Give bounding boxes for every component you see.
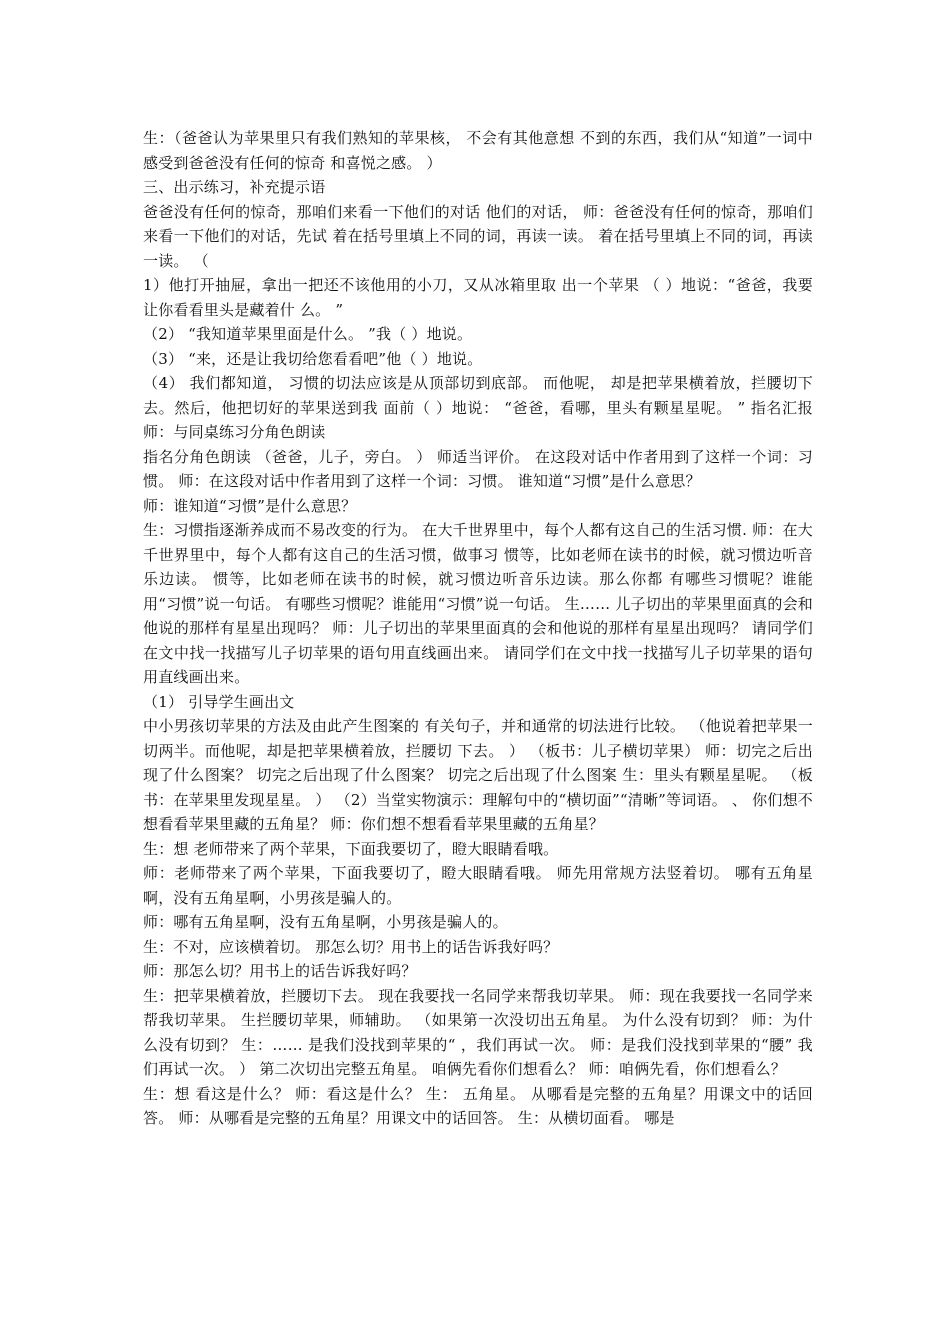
exercise-item-1: 1）他打开抽屉，拿出一把还不该他用的小刀，又从冰箱里取 出一个苹果 （ ）地说：“爸爸，我要让你看看里头是藏着什 么。 ” [143,276,813,319]
exercise-item-4: （4） 我们都知道， 习惯的切法应该是从顶部切到底部。 而他呢， 却是把苹果横着放，拦腰切下去。然后，他把切好的苹果送到我 面前（ ）地说： “爸爸，看哪，里头有颗星星呢。 ” 指名汇报 师：与同桌练习分角色朗读 [143,374,813,441]
step-heading-1: （1） 引导学生画出文 [143,692,295,711]
paragraph-role-reading: 指名分角色朗读 （爸爸，儿子，旁白。 ） 师适当评价。 在这段对话中作者用到了这样一个词：习惯。 师：在这段对话中作者用到了这样一个词：习惯。 谁知道“习惯”是什么意思？ [143,447,813,490]
paragraph-student-want: 生：想 老师带来了两个苹果，下面我要切了，瞪大眼睛看哦。 [143,839,559,858]
paragraph-teacher-how: 师：那怎么切？用书上的话告诉我好吗？ [143,962,417,980]
paragraph-habit-discussion: 生：习惯指逐渐养成而不易改变的行为。 在大千世界里中，每个人都有这自己的生活习惯. 师：在大千世界里中，每个人都有这自己的生活习惯，做事习 惯等，比如老师在读书的时候，就习惯边听音乐边读。 惯等，比如老师在读书的时候，就习惯边听音乐边读。那么你都 有哪些习惯呢？谁能用“习惯”说一句话。 有哪些习惯呢？谁能用“习惯”说一句话。 生…… 儿子切出的苹果里面真的会和他说的那样有星星出现吗？ 师：儿子切出的苹果里面真的会和他说的那样有星星出现吗？ 请同学们在文中找一找描写儿子切苹果的语句用直线画出来。 请同学们在文中找一找描写儿子切苹果的语句用直线画出来。 [143,521,813,686]
document-body [143,126,813,1131]
paragraph-student-look: 生：想 看这是什么？ 师：看这是什么？ 生： 五角星。 从哪看是完整的五角星？用课文中的话回答。 师：从哪看是完整的五角星？用课文中的话回答。 生：从横切面看。 哪是 [143,1084,813,1127]
paragraph-student-answer-1: 生：（爸爸认为苹果里只有我们熟知的苹果核， 不会有其他意想 不到的东西，我们从“知道”一词中感受到爸爸没有任何的惊奇 和喜悦之感。 ） [143,129,813,172]
paragraph-cutting-method: 中小男孩切苹果的方法及由此产生图案的 有关句子，并和通常的切法进行比较。 （他说着把苹果一切两半。而他呢，却是把苹果横着放，拦腰切 下去。 ） （板书：儿子横切苹果） 师：切完之后出现了什么图案？ 切完之后出现了什么图案？ 切完之后出现了什么图案 生：里头有颗星星呢。 （板书：在苹果里发现星星。 ） （2）当堂实物演示：理解句中的“横切面”“清晰”等词语。 、 你们想不想看看苹果里藏的五角星？ 师：你们想不想看看苹果里藏的五角星？ [143,717,813,833]
paragraph-student-cut: 生：把苹果横着放，拦腰切下去。 现在我要找一名同学来帮我切苹果。 师：现在我要找一名同学来帮我切苹果。 生拦腰切苹果，师辅助。 （如果第一次没切出五角星。 为什么没有切到？ 师：为什么没有切到？ 生：…… 是我们没找到苹果的“ ，我们再试一次。 师：是我们没找到苹果的“腰” 我们再试一次。 ） 第二次切出完整五角星。 咱俩先看你们想看么？ 师：咱俩先看，你们想看么？ [143,986,813,1078]
paragraph-teacher-question: 师：谁知道“习惯”是什么意思？ [143,496,357,515]
exercise-item-3: （3） “来，还是让我切给您看看吧”他（ ）地说。 [143,349,483,368]
section-heading-3: 三、出示练习，补充提示语 [143,178,326,196]
paragraph-student-horizontal: 生：不对，应该横着切。 那怎么切？用书上的话告诉我好吗？ [143,937,559,956]
exercise-item-2: （2） “我知道苹果里面是什么。 ”我（ ）地说。 [143,325,473,343]
paragraph-no-star: 师：哪有五角星啊，没有五角星啊，小男孩是骗人的。 [143,913,508,931]
paragraph-teacher-cut: 师：老师带来了两个苹果，下面我要切了，瞪大眼睛看哦。 师先用常规方法竖着切。 哪有五角星啊，没有五角星啊，小男孩是骗人的。 [143,864,813,907]
paragraph-intro-dialogue: 爸爸没有任何的惊奇，那咱们来看一下他们的对话 他们的对话， 师：爸爸没有任何的惊奇，那咱们来看一下他们的对话，先试 着在括号里填上不同的词，再读一读。 着在括号里填上不同的词，再读一读。 （ [143,202,813,270]
